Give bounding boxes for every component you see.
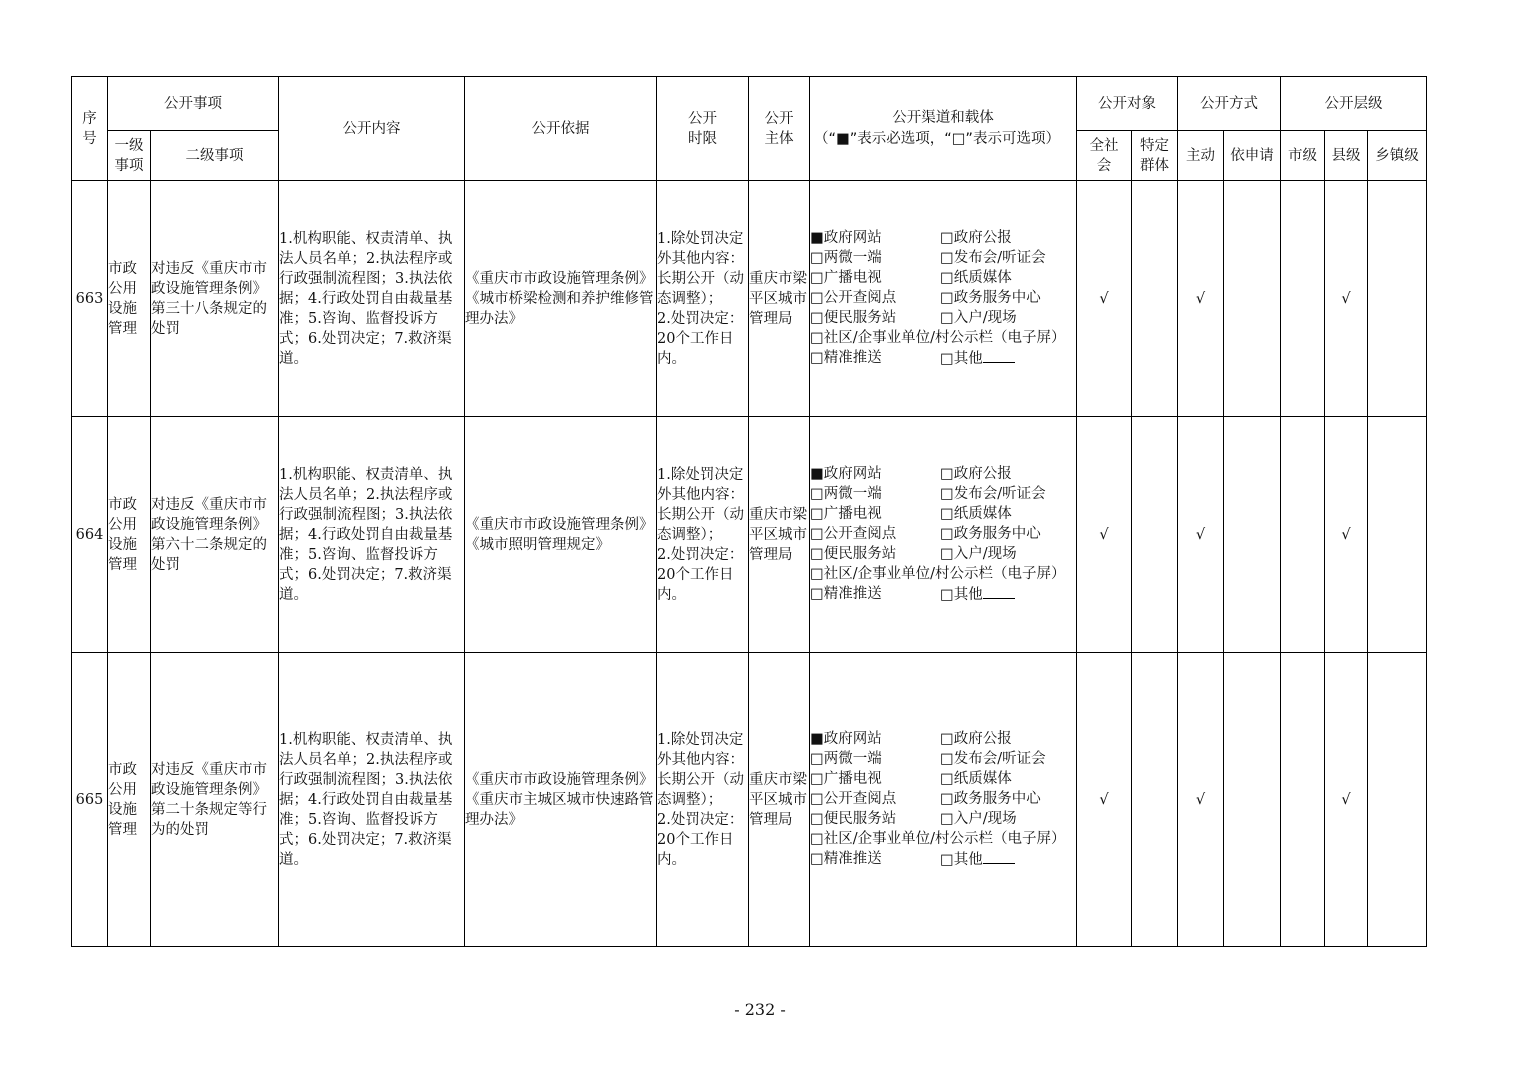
channel-precise-push: □精准推送 <box>810 586 882 602</box>
header-tier-county: 县级 <box>1325 131 1368 181</box>
row-tier-town <box>1368 417 1427 653</box>
row-basis: 《重庆市市政设施管理条例》《城市桥梁检测和养护维修管理办法》 <box>465 181 657 417</box>
row-level2: 对违反《重庆市市政设施管理条例》第二十条规定等行为的处罚 <box>151 653 279 947</box>
header-channel-title: 公开渠道和载体 <box>892 109 994 126</box>
row-level2: 对违反《重庆市市政设施管理条例》第六十二条规定的处罚 <box>151 417 279 653</box>
row-channels <box>810 417 1077 653</box>
channel-press: □发布会/听证会 <box>940 751 1046 767</box>
channel-other <box>940 584 1076 605</box>
blank-line <box>983 348 1015 363</box>
channel-gov-gazette: □政府公报 <box>940 731 1012 747</box>
channel-service-center: □政务服务中心 <box>940 290 1041 306</box>
channel-gov-website: ■政府网站 <box>810 466 882 482</box>
header-method-active: 主动 <box>1178 131 1224 181</box>
header-audience: 公开对象 <box>1077 77 1178 131</box>
header-basis: 公开依据 <box>465 77 657 181</box>
header-deadline: 公开 时限 <box>657 77 749 181</box>
row-method-active: √ <box>1178 417 1224 653</box>
row-tier-county: √ <box>1325 181 1368 417</box>
row-method-request <box>1224 417 1281 653</box>
channel-broadcast: □广播电视 <box>810 506 882 522</box>
header-method-request: 依申请 <box>1224 131 1281 181</box>
row-tier-city <box>1281 181 1325 417</box>
row-subject: 重庆市梁平区城市管理局 <box>749 417 810 653</box>
header-tier-town: 乡镇级 <box>1368 131 1427 181</box>
header-tier: 公开层级 <box>1281 77 1427 131</box>
row-subject: 重庆市梁平区城市管理局 <box>749 181 810 417</box>
channel-onsite: □入户/现场 <box>940 310 1017 326</box>
row-seq: 665 <box>72 653 108 947</box>
header-aud-all: 全社 会 <box>1077 131 1132 181</box>
blank-line <box>983 849 1015 864</box>
table-row <box>72 417 1427 653</box>
channel-two-micro: □两微一端 <box>810 751 882 767</box>
channel-onsite: □入户/现场 <box>940 811 1017 827</box>
row-channels <box>810 653 1077 947</box>
channel-other-label: □其他 <box>940 351 983 367</box>
row-basis: 《重庆市市政设施管理条例》《重庆市主城区城市快速路管理办法》 <box>465 653 657 947</box>
header-level1: 一级 事项 <box>108 131 151 181</box>
header-seq: 序 号 <box>72 77 108 181</box>
table-row <box>72 653 1427 947</box>
header-tier-city: 市级 <box>1281 131 1325 181</box>
channel-gov-website: ■政府网站 <box>810 230 882 246</box>
channel-precise-push: □精准推送 <box>810 851 882 867</box>
row-method-active: √ <box>1178 181 1224 417</box>
channel-community: □社区/企事业单位/村公示栏（电子屏） <box>810 330 1066 346</box>
page-number: - 232 - <box>734 1000 786 1019</box>
channel-reading-room: □公开查阅点 <box>810 290 897 306</box>
channel-gov-website: ■政府网站 <box>810 731 882 747</box>
header-channel-note: （“■”表示必选项，“□”表示可选项） <box>814 130 1060 147</box>
disclosure-table <box>71 76 1427 947</box>
row-tier-city <box>1281 417 1325 653</box>
channel-press: □发布会/听证会 <box>940 486 1046 502</box>
channel-community: □社区/企事业单位/村公示栏（电子屏） <box>810 566 1066 582</box>
row-level1: 市政公用设施管理 <box>108 181 151 417</box>
row-level1: 市政公用设施管理 <box>108 653 151 947</box>
header-subject: 公开 主体 <box>749 77 810 181</box>
row-seq: 664 <box>72 417 108 653</box>
channel-service-station: □便民服务站 <box>810 811 897 827</box>
channel-precise-push: □精准推送 <box>810 350 882 366</box>
row-deadline: 1.除处罚决定外其他内容：长期公开（动态调整）； 2.处罚决定：20个工作日内。 <box>657 417 749 653</box>
channel-other <box>940 849 1076 870</box>
row-basis: 《重庆市市政设施管理条例》《城市照明管理规定》 <box>465 417 657 653</box>
row-content: 1.机构职能、权责清单、执法人员名单；2.执法程序或行政强制流程图；3.执法依据；4.行政处罚自由裁量基准；5.咨询、监督投诉方式；6.处罚决定；7.救济渠道。 <box>279 417 465 653</box>
row-subject: 重庆市梁平区城市管理局 <box>749 653 810 947</box>
channel-community: □社区/企事业单位/村公示栏（电子屏） <box>810 831 1066 847</box>
row-method-active: √ <box>1178 653 1224 947</box>
channel-broadcast: □广播电视 <box>810 771 882 787</box>
header-channel <box>810 77 1077 181</box>
channel-broadcast: □广播电视 <box>810 270 882 286</box>
channel-gov-gazette: □政府公报 <box>940 230 1012 246</box>
row-aud-all: √ <box>1077 653 1132 947</box>
channel-gov-gazette: □政府公报 <box>940 466 1012 482</box>
row-tier-county: √ <box>1325 417 1368 653</box>
channel-onsite: □入户/现场 <box>940 546 1017 562</box>
channel-service-station: □便民服务站 <box>810 546 897 562</box>
row-tier-town <box>1368 181 1427 417</box>
header-level2: 二级事项 <box>151 131 279 181</box>
channel-other <box>940 348 1076 369</box>
channel-print: □纸质媒体 <box>940 771 1012 787</box>
row-deadline: 1.除处罚决定外其他内容：长期公开（动态调整）； 2.处罚决定：20个工作日内。 <box>657 181 749 417</box>
header-method: 公开方式 <box>1178 77 1281 131</box>
channel-two-micro: □两微一端 <box>810 486 882 502</box>
channel-two-micro: □两微一端 <box>810 250 882 266</box>
channel-other-label: □其他 <box>940 852 983 868</box>
row-aud-all: √ <box>1077 417 1132 653</box>
row-method-request <box>1224 653 1281 947</box>
row-deadline: 1.除处罚决定外其他内容：长期公开（动态调整）； 2.处罚决定：20个工作日内。 <box>657 653 749 947</box>
row-aud-specific <box>1132 181 1178 417</box>
channel-reading-room: □公开查阅点 <box>810 526 897 542</box>
channel-print: □纸质媒体 <box>940 506 1012 522</box>
row-aud-all: √ <box>1077 181 1132 417</box>
row-content: 1.机构职能、权责清单、执法人员名单；2.执法程序或行政强制流程图；3.执法依据；4.行政处罚自由裁量基准；5.咨询、监督投诉方式；6.处罚决定；7.救济渠道。 <box>279 653 465 947</box>
channel-service-station: □便民服务站 <box>810 310 897 326</box>
row-aud-specific <box>1132 417 1178 653</box>
row-tier-city <box>1281 653 1325 947</box>
row-method-request <box>1224 181 1281 417</box>
row-content: 1.机构职能、权责清单、执法人员名单；2.执法程序或行政强制流程图；3.执法依据；4.行政处罚自由裁量基准；5.咨询、监督投诉方式；6.处罚决定；7.救济渠道。 <box>279 181 465 417</box>
channel-press: □发布会/听证会 <box>940 250 1046 266</box>
row-seq: 663 <box>72 181 108 417</box>
channel-reading-room: □公开查阅点 <box>810 791 897 807</box>
header-content: 公开内容 <box>279 77 465 181</box>
table-row <box>72 181 1427 417</box>
channel-other-label: □其他 <box>940 587 983 603</box>
row-channels <box>810 181 1077 417</box>
row-tier-county: √ <box>1325 653 1368 947</box>
channel-print: □纸质媒体 <box>940 270 1012 286</box>
channel-service-center: □政务服务中心 <box>940 791 1041 807</box>
header-matter: 公开事项 <box>108 77 279 131</box>
channel-service-center: □政务服务中心 <box>940 526 1041 542</box>
header-aud-specific: 特定 群体 <box>1132 131 1178 181</box>
row-aud-specific <box>1132 653 1178 947</box>
row-tier-town <box>1368 653 1427 947</box>
row-level2: 对违反《重庆市市政设施管理条例》第三十八条规定的处罚 <box>151 181 279 417</box>
row-level1: 市政公用设施管理 <box>108 417 151 653</box>
blank-line <box>983 584 1015 599</box>
